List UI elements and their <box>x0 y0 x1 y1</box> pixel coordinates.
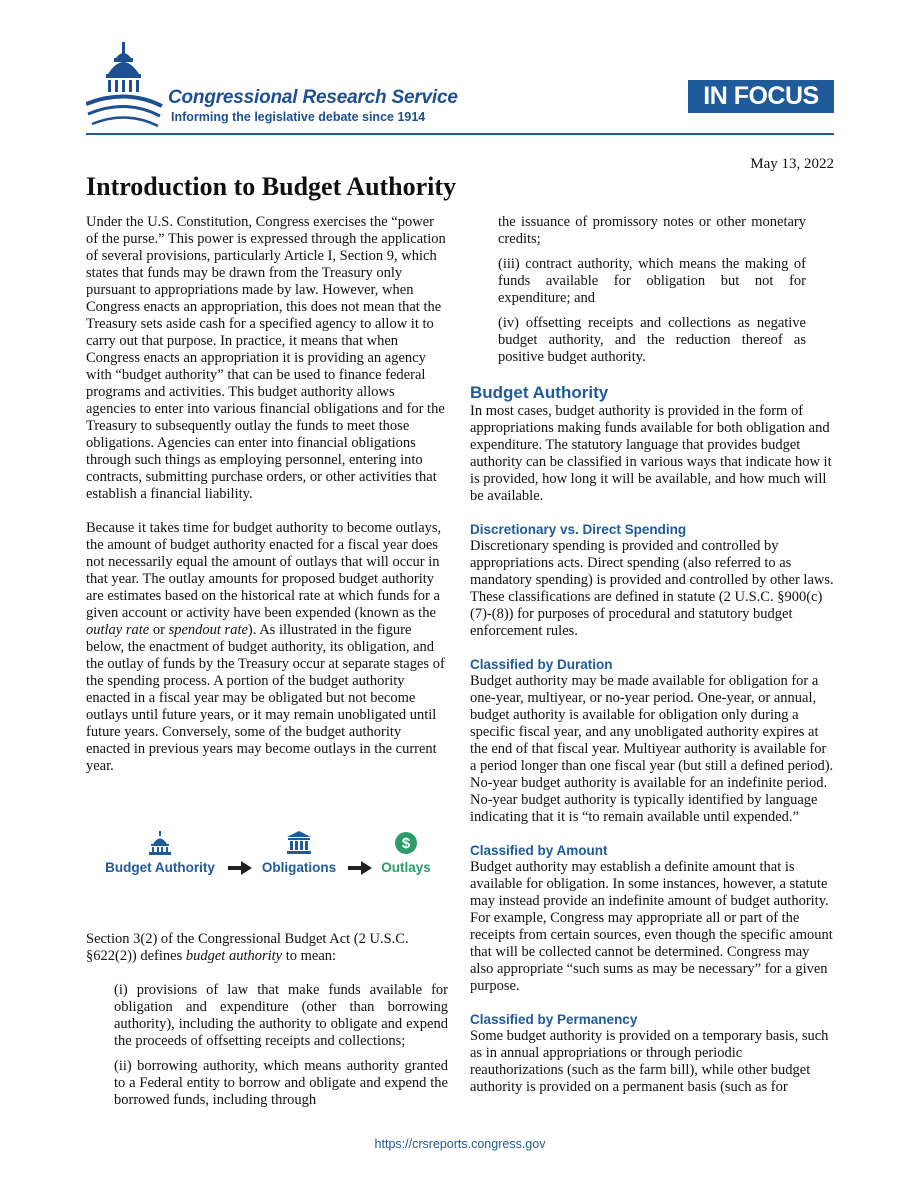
org-tagline: Informing the legislative debate since 1914 <box>171 110 426 124</box>
in-focus-badge: IN FOCUS <box>688 80 834 113</box>
outlays-paragraph <box>86 520 448 775</box>
definition-item-1: (i) provisions of law that make funds available for obligation and expenditure (other than borrowing authority), including the authority to obligate and expend the proceeds of offsetting receipts and collections; <box>114 982 448 1049</box>
arrow-right-icon <box>348 861 372 875</box>
page-title: Introduction to Budget Authority <box>86 172 457 201</box>
term-budget-authority: budget authority <box>185 948 283 964</box>
figure-label-obligations: Obligations <box>261 860 337 875</box>
figure-step-outlays <box>374 831 438 876</box>
subheading-permanency: Classified by Permanency <box>470 1012 638 1027</box>
definition-item-2-continued: the issuance of promissory notes or other monetary credits; <box>498 214 806 247</box>
subheading-amount: Classified by Amount <box>470 843 608 858</box>
term-outlay-rate: outlay rate <box>86 622 150 638</box>
text-span: Section 3(2) of the Congressional Budget Act (2 U.S.C. §622(2)) defines <box>86 931 409 964</box>
svg-text:$: $ <box>401 835 411 852</box>
section-heading-budget-authority: Budget Authority <box>470 383 609 402</box>
capitol-dome-icon <box>86 40 166 130</box>
definition-item-4: (iv) offsetting receipts and collections as negative budget authority, and the reduction thereof as positive budget authority. <box>498 315 806 365</box>
capitol-icon <box>147 831 173 855</box>
definition-item-3: (iii) contract authority, which means the making of funds available for obligation but not for expenditure; and <box>498 256 806 306</box>
definition-item-2: (ii) borrowing authority, which means authority granted to a Federal entity to borrow and obligate and expend the borrowed funds, including through <box>114 1058 448 1108</box>
right-column <box>470 214 834 1096</box>
discretionary-paragraph: Discretionary spending is provided and controlled by appropriations acts. Direct spending (also referred to as mandatory spending) is provided and controlled by other laws. These classifications are defined in statute (2 U.S.C. §900(c)(7)-(8)) for purposes of procedural and statutory budget enforcement rules. <box>470 538 834 639</box>
figure-step-obligations <box>254 831 344 876</box>
figure-label-budget-authority: Budget Authority <box>105 860 215 875</box>
subheading-duration: Classified by Duration <box>470 657 613 672</box>
amount-paragraph: Budget authority may establish a definite amount that is available for obligation. In some instances, however, a statute may instead provide an indefinite amount of budget authority. For example, Congress may appropriate all or part of the receipts from certain sources, even though the specific amount that will be collected cannot be determined. Congress may also appropriate “such sums as may be necessary” for a given purpose. <box>470 859 833 994</box>
text-span: ). As illustrated in the figure below, the enactment of budget authority, its obligation, and the outlay of funds by the Treasury occur at separate stages of the spending process. A portion of the budget authority enacted in a fiscal year may be obligated but not become outlays until future years, or it may remain unobligated until future years. Conversely, some of the budget authority enacted in previous years may become outlays in the current year. <box>86 622 445 774</box>
intro-paragraph: Under the U.S. Constitution, Congress exercises the “power of the purse.” This power is expressed through the application of several provisions, particularly Article I, Section 9, which states that funds may be drawn from the Treasury only pursuant to appropriations made by law. However, when Congress enacts an appropriation, this does not mean that the Treasury sets aside cash for a specified agency to allow it to carry out that purpose. In practice, it means that when Congress enacts an appropriation it is providing an agency with “budget authority” that can be used to finance federal programs and activities. This budget authority allows agencies to enter into various financial obligations and for the Treasury to subsequently outlay the funds to meet those obligations. Agencies can enter into financial obligations through such things as employing personnel, entering into contracts, submitting purchase orders, or other activities that establish a financial liability. <box>86 214 446 502</box>
left-column <box>86 214 448 1109</box>
figure-label-outlays: Outlays <box>381 860 431 875</box>
text-span: Because it takes time for budget authority to become outlays, the amount of budget authority enacted for a fiscal year does not necessarily equal the amount of outlays that will occur in that year. The outlay amounts for proposed budget authority are estimates based on the historical rate at which funds for a given account or activity have been expended (known as the <box>86 520 442 621</box>
footer-url-link[interactable]: https://crsreports.congress.gov <box>374 1137 546 1151</box>
dollar-coin-icon <box>394 831 418 855</box>
duration-paragraph: Budget authority may be made available for obligation for a one-year, multiyear, or no-year period. One-year, or annual, budget authority is available for obligation only during a specific fiscal year, and any unobligated authority expires at the end of that fiscal year. Multiyear authority is available for a period longer than one fiscal year (but still a defined period). No-year budget authority is available for an indefinite period. No-year budget authority is typically identified by language indicating that it is “to remain available until expended.” <box>470 673 834 825</box>
figure-step-budget-authority <box>100 831 220 876</box>
publication-date: May 13, 2022 <box>750 156 834 172</box>
budget-authority-paragraph: In most cases, budget authority is provided in the form of appropriations making funds available for both obligation and expenditure. The statutory language that provides budget authority can be classified in various ways that indicate how it is provided, how long it will be available, and how much will be available. <box>470 403 832 504</box>
crs-logo <box>86 40 506 132</box>
org-name: Congressional Research Service <box>168 87 458 108</box>
bank-icon <box>286 831 312 855</box>
header-divider <box>86 133 834 135</box>
subheading-discretionary: Discretionary vs. Direct Spending <box>470 522 687 537</box>
spending-process-figure <box>86 831 448 891</box>
text-span: or <box>149 622 169 638</box>
text-span: to mean: <box>282 948 337 964</box>
definition-intro <box>86 931 448 965</box>
term-spendout-rate: spendout rate <box>168 622 248 638</box>
permanency-paragraph: Some budget authority is provided on a temporary basis, such as in annual appropriations or through periodic reauthorizations (such as the farm bill), while other budget authority is provided on a permanent basis (such as for <box>470 1028 829 1095</box>
arrow-right-icon <box>228 861 252 875</box>
